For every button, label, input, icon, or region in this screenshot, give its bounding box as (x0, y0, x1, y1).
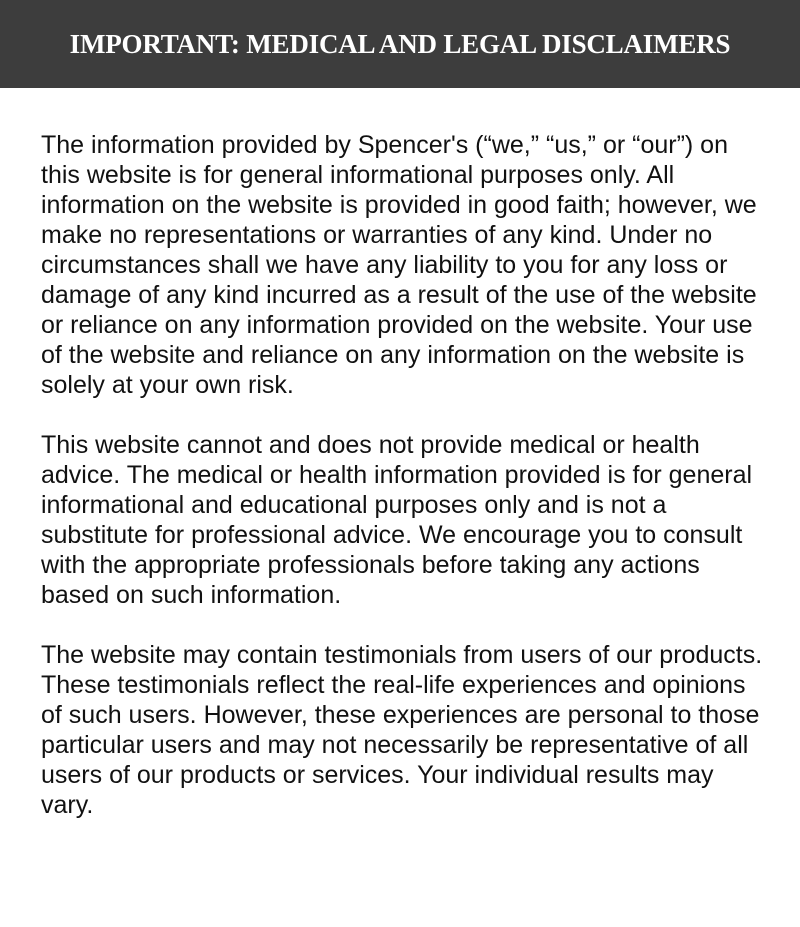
disclaimer-paragraph-medical: This website cannot and does not provide medical or health advice. The medical or health information provided is for general informational and educational purposes only and is not a substitute for professional advice. We encourage you to consult with the appropriate professionals before taking any actions based on such information. (41, 431, 753, 609)
disclaimer-header (0, 0, 800, 88)
disclaimer-body (41, 130, 765, 820)
disclaimer-paragraph-testimonials: The website may contain testimonials from users of our products. These testimonials reflect the real-life experiences and opinions of such users. However, these experiences are personal to those particular users and may not necessarily be representative of all users of our products or services. Your individual results may vary. (41, 641, 763, 819)
page-title: IMPORTANT: MEDICAL AND LEGAL DISCLAIMERS (69, 28, 731, 59)
disclaimer-paragraph-general: The information provided by Spencer's (“we,” “us,” or “our”) on this website is for general informational purposes only. All information on the website is provided in good faith; however, we make no representations or warranties of any kind. Under no circumstances shall we have any liability to you for any loss or damage of any kind incurred as a result of the use of the website or reliance on any information provided on the website. Your use of the website and reliance on any information on the website is solely at your own risk. (41, 131, 757, 399)
